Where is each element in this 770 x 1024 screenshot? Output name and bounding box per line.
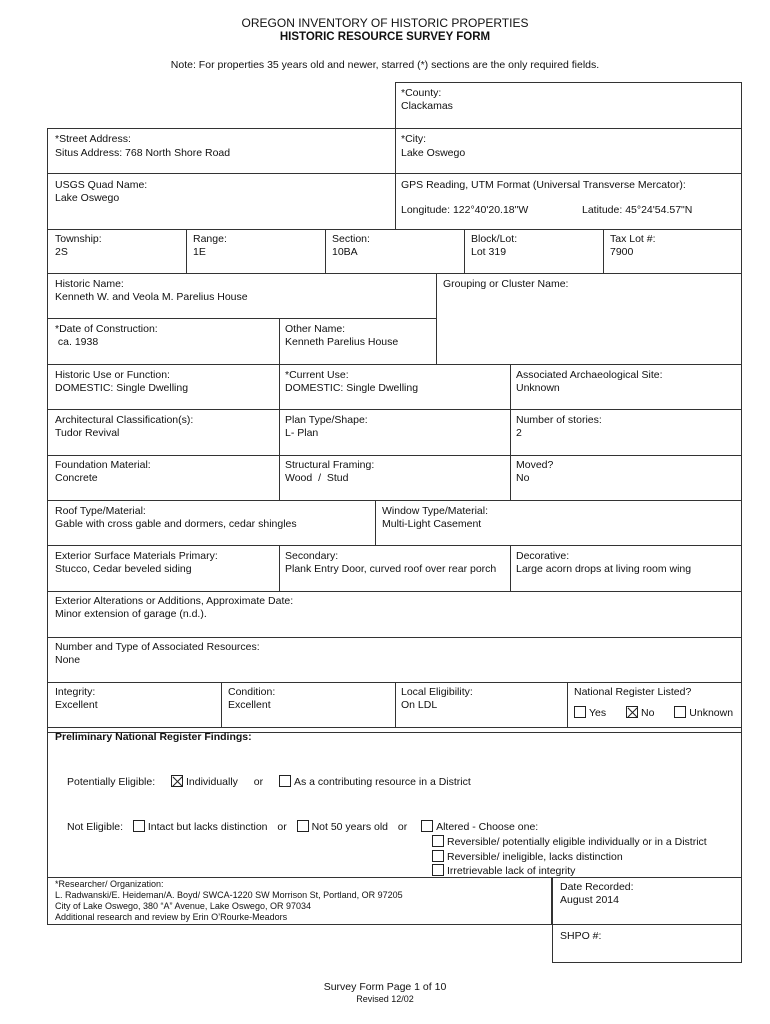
roof-label: Roof Type/Material: bbox=[55, 505, 146, 517]
current-use-value: DOMESTIC: Single Dwelling bbox=[285, 382, 419, 394]
foundation-value: Concrete bbox=[55, 472, 98, 484]
archaeological-value: Unknown bbox=[516, 382, 560, 394]
researcher-label: *Researcher/ Organization: bbox=[55, 879, 164, 889]
altered-option-1 bbox=[432, 835, 707, 849]
contributing-checkbox[interactable] bbox=[279, 775, 291, 787]
county-label: *County: bbox=[401, 87, 442, 99]
national-no-label: No bbox=[640, 707, 655, 719]
section-label: Section: bbox=[332, 233, 370, 245]
moved-label: Moved? bbox=[516, 459, 554, 471]
reversible-ineligible-label: Reversible/ ineligible, lacks distinction bbox=[447, 851, 623, 863]
associated-value: None bbox=[55, 654, 81, 666]
township-label: Township: bbox=[55, 233, 102, 245]
irretrievable-label: Irretrievable lack of integrity bbox=[447, 865, 576, 877]
national-unknown-label: Unknown bbox=[689, 707, 734, 719]
not-eligible-row bbox=[67, 820, 538, 834]
ext-primary-value: Stucco, Cedar beveled siding bbox=[55, 563, 192, 575]
associated-label: Number and Type of Associated Resources: bbox=[55, 641, 260, 653]
or-label: or bbox=[253, 776, 264, 788]
section-value: 10BA bbox=[332, 246, 358, 258]
arch-class-value: Tudor Revival bbox=[55, 427, 120, 439]
intact-label: Intact but lacks distinction bbox=[147, 821, 268, 833]
or-label: or bbox=[277, 821, 287, 833]
other-name-value: Kenneth Parelius House bbox=[285, 336, 399, 348]
integrity-value: Excellent bbox=[55, 699, 98, 711]
historic-use-value: DOMESTIC: Single Dwelling bbox=[55, 382, 189, 394]
gps-label: GPS Reading, UTM Format (Universal Transverse Mercator): bbox=[401, 179, 686, 191]
date-recorded-label: Date Recorded: bbox=[560, 881, 634, 893]
integrity-label: Integrity: bbox=[55, 686, 96, 698]
usgs-label: USGS Quad Name: bbox=[55, 179, 148, 191]
stories-value: 2 bbox=[516, 427, 522, 439]
condition-label: Condition: bbox=[228, 686, 276, 698]
taxlot-value: 7900 bbox=[610, 246, 634, 258]
plan-type-value: L- Plan bbox=[285, 427, 319, 439]
archaeological-label: Associated Archaeological Site: bbox=[516, 369, 663, 381]
arch-class-label: Architectural Classification(s): bbox=[55, 414, 194, 426]
potentially-eligible-label: Potentially Eligible: bbox=[67, 776, 156, 788]
national-register-options bbox=[574, 706, 733, 720]
local-eligibility-value: On LDL bbox=[401, 699, 438, 711]
county-value: Clackamas bbox=[401, 100, 453, 112]
foundation-label: Foundation Material: bbox=[55, 459, 151, 471]
date-construction-value: ca. 1938 bbox=[55, 336, 99, 348]
range-value: 1E bbox=[193, 246, 206, 258]
form-note: Note: For properties 35 years old and newer, starred (*) sections are the only required fields. bbox=[170, 59, 600, 71]
city-value: Lake Oswego bbox=[401, 147, 466, 159]
form-title: OREGON INVENTORY OF HISTORIC PROPERTIES bbox=[241, 16, 529, 30]
page-number: Survey Form Page 1 of 10 bbox=[323, 981, 447, 993]
taxlot-label: Tax Lot #: bbox=[610, 233, 656, 245]
or-label: or bbox=[397, 821, 408, 833]
revised-note: Revised 12/02 bbox=[356, 994, 414, 1004]
date-construction-label: *Date of Construction: bbox=[55, 323, 158, 335]
reversible-ineligible-checkbox[interactable] bbox=[432, 850, 444, 862]
roof-value: Gable with cross gable and dormers, cedar shingles bbox=[55, 518, 297, 530]
current-use-label: *Current Use: bbox=[285, 369, 349, 381]
gps-latitude: Latitude: 45°24'54.57"N bbox=[582, 204, 693, 216]
not50-label: Not 50 years old bbox=[311, 821, 389, 833]
blocklot-label: Block/Lot: bbox=[471, 233, 518, 245]
not-eligible-label: Not Eligible: bbox=[67, 821, 124, 833]
framing-label: Structural Framing: bbox=[285, 459, 375, 471]
historic-use-label: Historic Use or Function: bbox=[55, 369, 170, 381]
plan-type-label: Plan Type/Shape: bbox=[285, 414, 368, 426]
reversible-label: Reversible/ potentially eligible individually or in a District bbox=[447, 836, 707, 848]
street-label: *Street Address: bbox=[55, 133, 131, 145]
blocklot-value: Lot 319 bbox=[471, 246, 507, 258]
ext-primary-label: Exterior Surface Materials Primary: bbox=[55, 550, 218, 562]
date-recorded-value: August 2014 bbox=[560, 894, 619, 906]
shpo-label: SHPO #: bbox=[560, 930, 602, 942]
secondary-label: Secondary: bbox=[285, 550, 339, 562]
alterations-value: Minor extension of garage (n.d.). bbox=[55, 608, 207, 620]
window-value: Multi-Light Casement bbox=[382, 518, 482, 530]
framing-value: Wood / Stud bbox=[285, 472, 349, 484]
researcher-line-2: City of Lake Oswego, 380 “A” Avenue, Lake Oswego, OR 97034 bbox=[55, 901, 311, 911]
individually-checkbox[interactable] bbox=[171, 775, 183, 787]
historic-name-label: Historic Name: bbox=[55, 278, 124, 290]
decorative-label: Decorative: bbox=[516, 550, 570, 562]
alterations-label: Exterior Alterations or Additions, Approximate Date: bbox=[55, 595, 294, 607]
other-name-label: Other Name: bbox=[285, 323, 346, 335]
individually-label: Individually bbox=[185, 776, 238, 788]
grouping-label: Grouping or Cluster Name: bbox=[443, 278, 569, 290]
stories-label: Number of stories: bbox=[516, 414, 602, 426]
altered-checkbox[interactable] bbox=[421, 820, 433, 832]
local-eligibility-label: Local Eligibility: bbox=[401, 686, 473, 698]
national-no-checkbox[interactable] bbox=[626, 706, 638, 718]
street-value: Situs Address: 768 North Shore Road bbox=[55, 147, 231, 159]
range-label: Range: bbox=[193, 233, 227, 245]
moved-value: No bbox=[516, 472, 530, 484]
altered-option-3 bbox=[432, 864, 575, 878]
researcher-line-1: L. Radwanski/E. Heideman/A. Boyd/ SWCA-1220 SW Morrison St, Portland, OR 97205 bbox=[55, 890, 403, 900]
gps-longitude: Longitude: 122°40'20.18"W bbox=[401, 204, 529, 216]
historic-name-value: Kenneth W. and Veola M. Parelius House bbox=[55, 291, 248, 303]
secondary-value: Plank Entry Door, curved roof over rear porch bbox=[285, 563, 497, 575]
window-label: Window Type/Material: bbox=[382, 505, 489, 517]
not50-checkbox[interactable] bbox=[297, 820, 309, 832]
decorative-value: Large acorn drops at living room wing bbox=[516, 563, 692, 575]
usgs-value: Lake Oswego bbox=[55, 192, 120, 204]
national-unknown-checkbox[interactable] bbox=[674, 706, 686, 718]
irretrievable-checkbox[interactable] bbox=[432, 864, 444, 876]
intact-checkbox[interactable] bbox=[133, 820, 145, 832]
form-subtitle: HISTORIC RESOURCE SURVEY FORM bbox=[279, 31, 491, 43]
altered-option-2 bbox=[432, 850, 623, 864]
national-register-label: National Register Listed? bbox=[574, 686, 692, 698]
findings-heading: Preliminary National Register Findings: bbox=[55, 731, 252, 743]
reversible-checkbox[interactable] bbox=[432, 835, 444, 847]
researcher-line-3: Additional research and review by Erin O’Rourke-Meadors bbox=[55, 912, 288, 922]
potentially-eligible-row bbox=[67, 775, 471, 789]
city-label: *City: bbox=[401, 133, 427, 145]
national-yes-checkbox[interactable] bbox=[574, 706, 586, 718]
contributing-label: As a contributing resource in a District bbox=[293, 776, 471, 788]
national-yes-label: Yes bbox=[589, 707, 607, 719]
township-value: 2S bbox=[55, 246, 68, 258]
altered-label: Altered - Choose one: bbox=[436, 821, 539, 833]
condition-value: Excellent bbox=[228, 699, 271, 711]
